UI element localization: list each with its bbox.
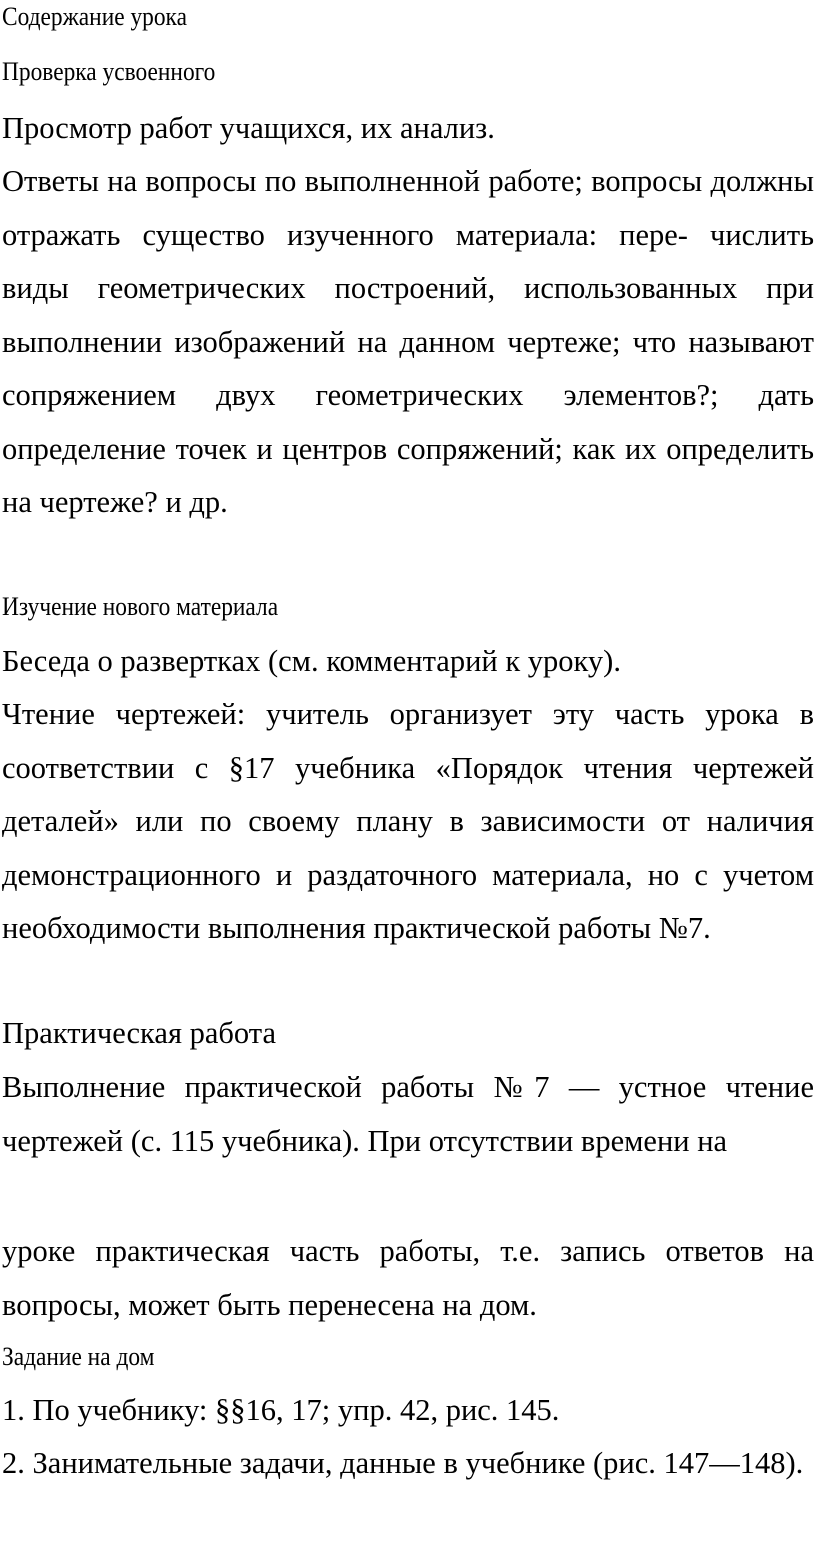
check-heading: Проверка усвоенного: [2, 57, 216, 86]
practical-heading: Практическая работа: [2, 1016, 276, 1050]
new-material-item-1: Беседа о развертках (см. комментарий к уроку).: [2, 644, 621, 678]
new-material-heading: Изучение нового материала: [2, 592, 279, 621]
homework-item-2: 2. Занимательные задачи, данные в учебнике (рис. 147—148).: [2, 1446, 804, 1480]
homework-item-1: 1. По учебнику: §§16, 17; упр. 42, рис. 145.: [2, 1393, 560, 1427]
content-heading: Содержание урока: [2, 2, 187, 31]
check-item-1: Просмотр работ учащихся, их анализ.: [2, 111, 495, 145]
homework-heading: Задание на дом: [2, 1342, 155, 1371]
check-item-2: Ответы на вопросы по выполненной работе; вопросы должны отражать существо изученного материала: пере- числить виды геометрических построений, использованных при выполнении изображений на данном чертеже; что называют сопряжением двух геометрических элементов?; дать определение точек и центров сопряжений; как их определить на чертеже? и др.: [2, 164, 814, 519]
practical-text-2: уроке практическая часть работы, т.е. запись ответов на вопросы, может быть перенесена на дом.: [2, 1234, 814, 1322]
practical-text-1: Выполнение практической работы №7 — устное чтение чертежей (с. 115 учебника). При отсутствии времени на: [2, 1070, 814, 1158]
new-material-item-2: Чтение чертежей: учитель организует эту часть урока в соответствии с §17 учебника «Порядок чтения чертежей деталей» или по своему плану в зависимости от наличия демонстрационного и раздаточного материала, но с учетом необходимости выполнения практической работы №7.: [2, 697, 814, 945]
